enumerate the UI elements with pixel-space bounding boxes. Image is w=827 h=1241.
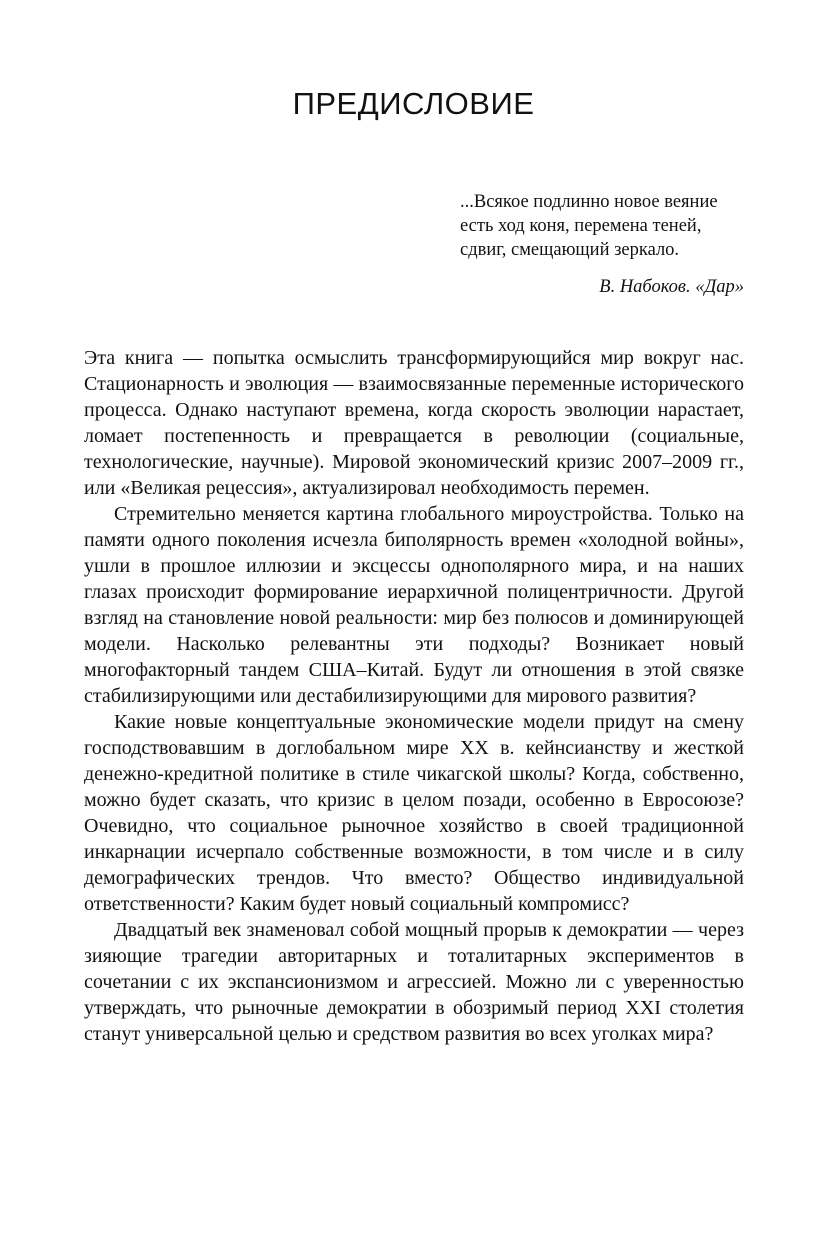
epigraph-attribution: В. Набоков. «Дар» xyxy=(599,277,744,297)
paragraph: Какие новые концептуальные экономические модели придут на смену господствовавшим в доглобальном мире XX в. кейнсианству и жесткой денежно-кредитной политике в стиле чикагской школы? Когда, собственно, можно будет сказать, что кризис в целом позади, особенно в Евросоюзе? Очевидно, что социальное рыночное хозяйство в своей традиционной инкарнации исчерпало собственные возможности, в том числе и в силу демографических трендов. Что вместо? Общество индивидуальной ответственности? Каким будет новый социальный компромисс? xyxy=(84,711,744,915)
epigraph-author: В. Набоков xyxy=(599,277,686,297)
paragraph: Стремительно меняется картина глобального мироустройства. Только на памяти одного поколения исчезла биполярность времен «холодной войны», ушли в прошлое иллюзии и эксцессы однополярного мира, и на наших глазах происходит формирование иерархичной полицентричности. Другой взгляд на становление новой реальности: мир без полюсов и доминирующей модели. Насколько релевантны эти подходы? Возникает новый многофакторный тандем США–Китай. Будут ли отношения в этой связке стабилизирующими или дестабилизирующими для мирового развития? xyxy=(84,503,744,707)
epigraph-work: «Дар» xyxy=(695,277,744,297)
paragraph: Двадцатый век знаменовал собой мощный прорыв к демократии — через зияющие трагедии авторитарных и тоталитарных экспериментов в сочетании с их экспансионизмом и агрессией. Можно ли с уверенностью утверждать, что рыночные демократии в обозримый период XXI столетия станут универсальной целью и средством развития во всех уголках мира? xyxy=(84,919,744,1045)
page-title: ПРЕДИСЛОВИЕ xyxy=(292,86,535,121)
body-text xyxy=(84,345,744,1047)
paragraph: Эта книга — попытка осмыслить трансформирующийся мир вокруг нас. Стационарность и эволюция — взаимосвязанные переменные исторического процесса. Однако наступают времена, когда скорость эволюции нарастает, ломает постепенность и превращается в революции (социальные, технологические, научные). Мировой экономический кризис 2007–2009 гг., или «Великая рецессия», актуализировал необходимость перемен. xyxy=(84,347,744,499)
epigraph-quote: ...Всякое подлинно новое веяние есть ход коня, перемена теней, сдвиг, смещающий зеркало. xyxy=(460,192,718,260)
epigraph xyxy=(460,190,750,299)
